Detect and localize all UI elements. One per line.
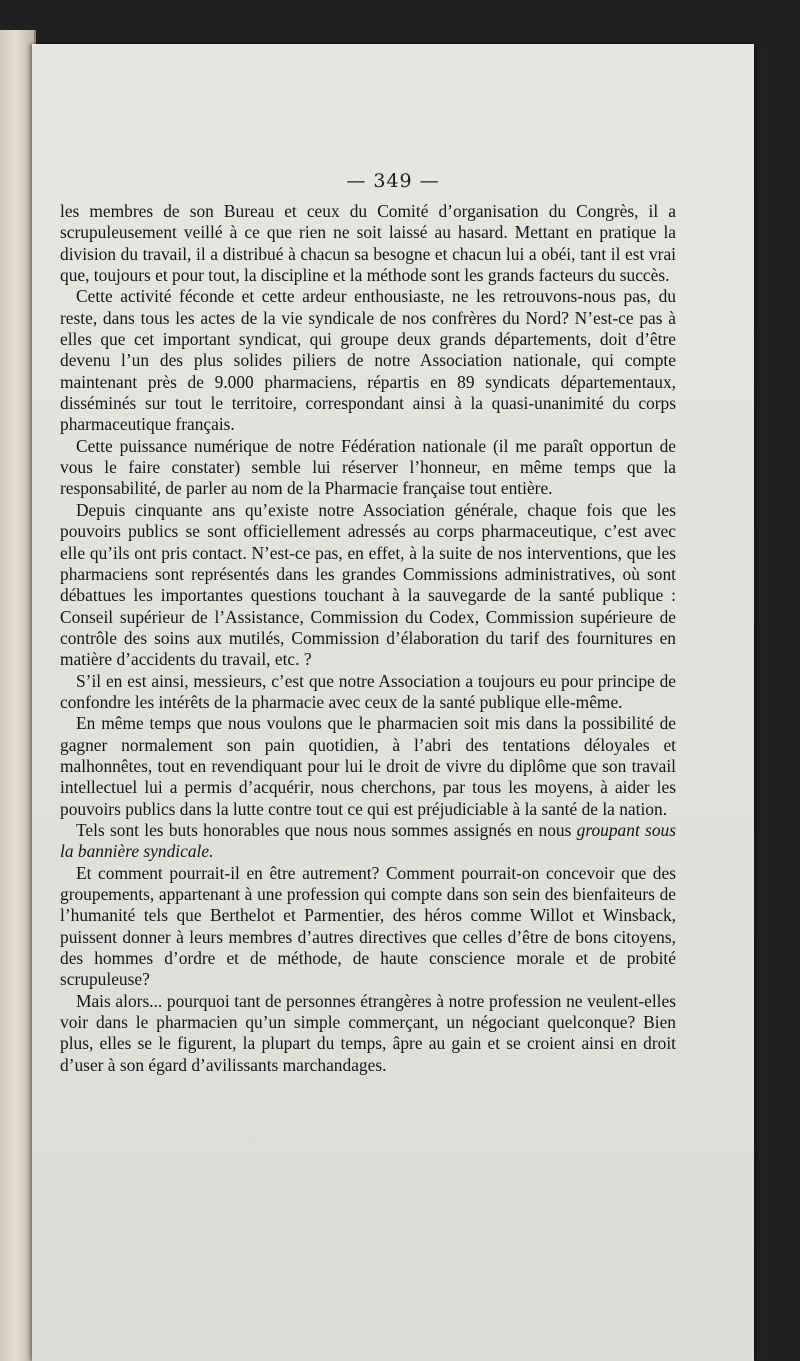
paragraph-4: Depuis cinquante ans qu’existe notre Association générale, chaque fois que les pouvoirs publics se sont officiellement adressés au corps pharmaceutique, c’est avec elle qu’ils ont pris contact. N’est-ce pas, en effet, à la suite de nos interventions, que les pharmaciens sont représentés dans les grandes Commissions administratives, où sont débattues les importantes questions touchant à la sauvegarde de la santé publique : Conseil supérieur de l’Assistance, Commission du Codex, Commission supérieure de contrôle des soins aux mutilés, Commission d’élaboration du tarif des fournitures en matière d’accidents du travail, etc. ? [60,499,676,670]
paragraph-8: Et comment pourrait-il en être autrement? Comment pourrait-on concevoir que des groupements, appartenant à une profession qui compte dans son sein des bienfaiteurs de l’humanité tels que Berthelot et Parmentier, des héros comme Willot et Winsback, puissent donner à leurs membres d’autres directives que celles d’être de bons citoyens, des hommes d’ordre et de méthode, de haute conscience morale et de probité scrupuleuse? [60,862,676,990]
paragraph-6: En même temps que nous voulons que le pharmacien soit mis dans la possibilité de gagner normalement son pain quotidien, à l’abri des tentations déloyales et malhonnêtes, tout en revendiquant pour lui le droit de vivre du diplôme que son travail intellectuel lui a permis d’acquérir, nous cherchons, par tous les moyens, à aider les pouvoirs publics dans la lutte contre tout ce qui est préjudiciable à la santé de la nation. [60,713,676,819]
paragraph-7 [60,820,676,863]
italic-phrase: groupant sous la bannière syndicale. [60,819,676,862]
paragraph-9: Mais alors... pourquoi tant de personnes étrangères à notre profession ne veulent-elles voir dans le pharmacien qu’un simple commerçant, un négociant quelconque? Bien plus, elles se le figurent, la plupart du temps, âpre au gain et se croient ainsi en droit d’user à son égard d’avilissants marchandages. [60,990,676,1075]
page-sheet [32,44,754,1361]
page-number: — 349 — [346,170,440,192]
body-text [60,201,676,1076]
paragraph-2: Cette activité féconde et cette ardeur enthousiaste, ne les retrouvons-nous pas, du reste, dans tous les actes de la vie syndicale de nos confrères du Nord? N’est-ce pas à elles que cet important syndicat, qui groupe deux grands départements, doit d’être devenu l’un des plus solides piliers de notre Association nationale, qui compte maintenant près de 9.000 pharmaciens, répartis en 89 syndicats départementaux, disséminés sur tout le territoire, correspondant ainsi à la quasi-unanimité du corps pharmaceutique français. [60,286,676,435]
previous-page-edge [0,30,36,1361]
paragraph-1: les membres de son Bureau et ceux du Comité d’organisation du Congrès, il a scrupuleusement veillé à ce que rien ne soit laissé au hasard. Mettant en pratique la division du travail, il a distribué à chacun sa besogne et chacun lui a obéi, tant il est vrai que, toujours et pour tout, la discipline et la méthode sont les grands facteurs du succès. [60,201,676,286]
paragraph-7-text: Tels sont les buts honorables que nous nous sommes assignés en nous [76,819,572,840]
paragraph-3: Cette puissance numérique de notre Fédération nationale (il me paraît opportun de vous le faire constater) semble lui réserver l’honneur, en même temps que la responsabilité, de parler au nom de la Pharmacie française tout entière. [60,435,676,499]
paragraph-5: S’il en est ainsi, messieurs, c’est que notre Association a toujours eu pour principe de confondre les intérêts de la pharmacie avec ceux de la santé publique elle-même. [60,670,676,712]
